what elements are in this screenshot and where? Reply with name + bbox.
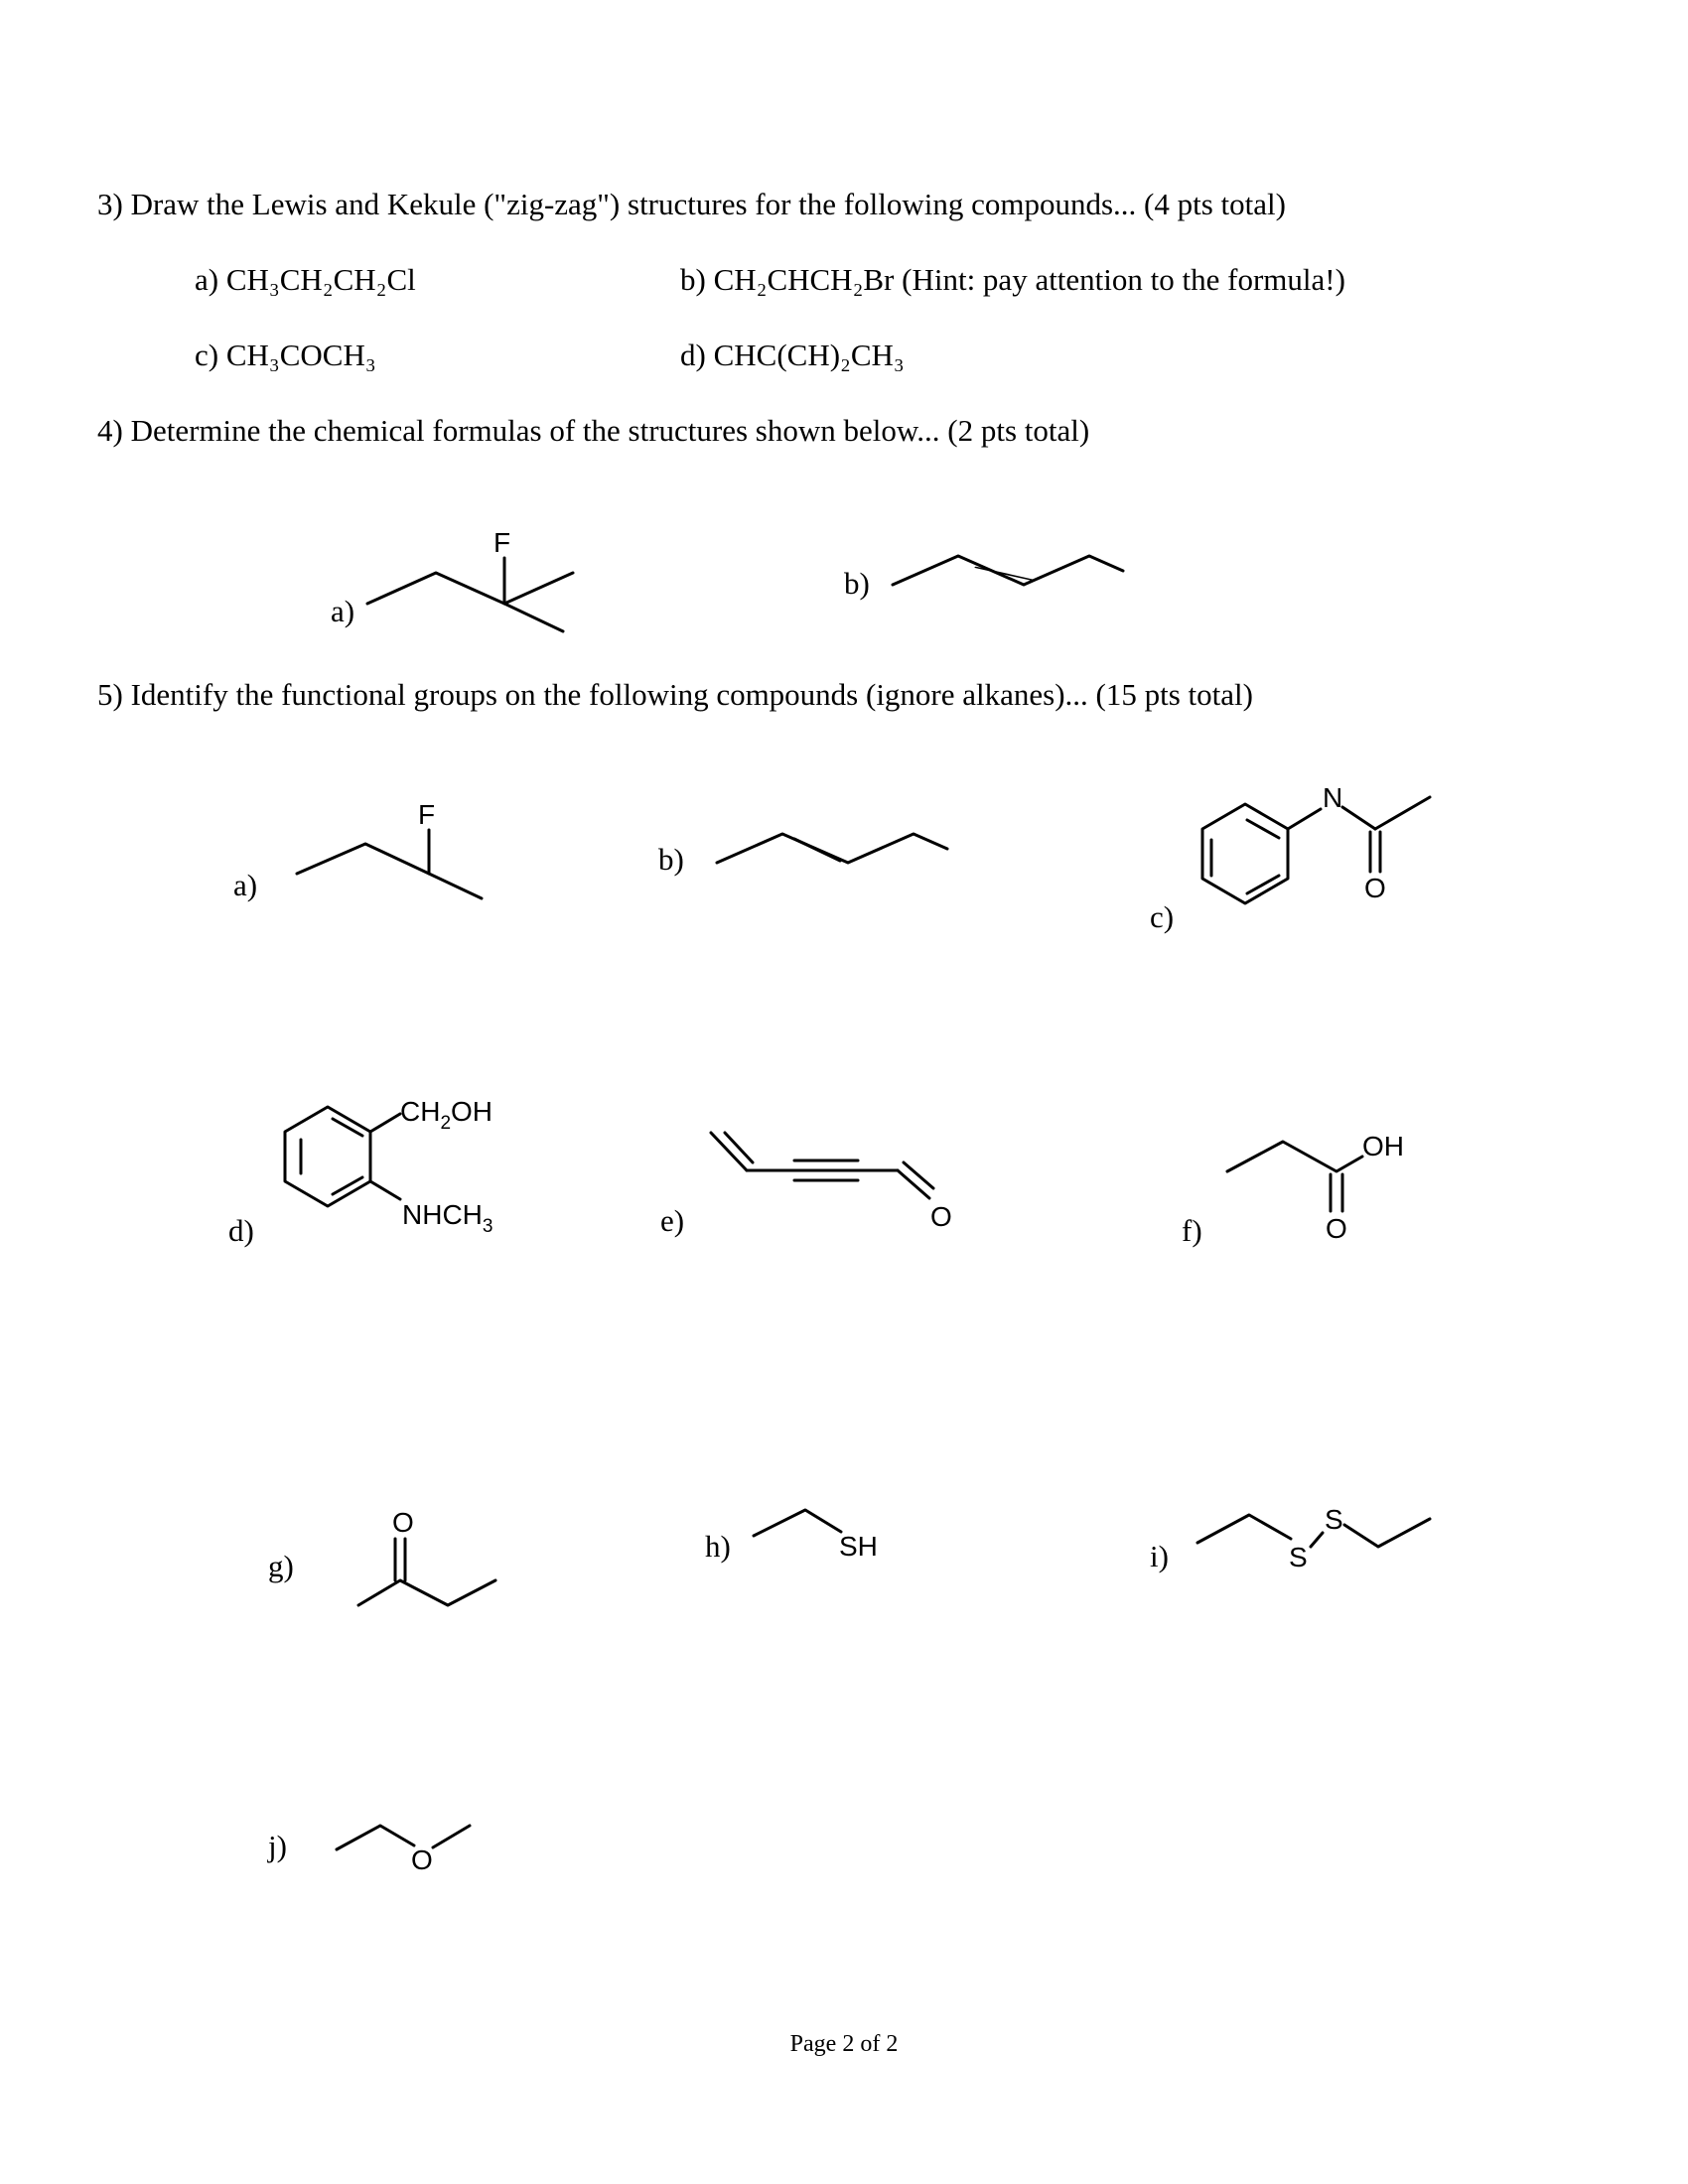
q5-structure-j <box>333 1812 492 1881</box>
q5-structure-f <box>1221 1120 1440 1244</box>
question-4: 4) Determine the chemical formulas of the structures shown below... (2 pts total) <box>97 413 1090 448</box>
q5-structure-b <box>713 829 951 879</box>
q4-structure-a <box>367 516 576 615</box>
q5-structure-c <box>1192 774 1450 903</box>
q5-structure-a <box>293 794 492 893</box>
question-3: 3) Draw the Lewis and Kekule ("zig-zag") structures for the following compounds... (4 pts total) <box>97 187 1286 221</box>
q3-item-d: d) CHC(CH)₂CH₃ <box>680 338 905 372</box>
q5-label-h: h) <box>705 1529 731 1564</box>
oxygen-atom: O <box>411 1844 433 1875</box>
q4-label-a: a) <box>331 594 355 628</box>
oxygen-atom: O <box>392 1507 414 1538</box>
q5-structure-g <box>352 1499 511 1618</box>
ch2oh-label: $CH_2OH$ <box>400 1096 493 1134</box>
oxygen-atom: O <box>1364 873 1386 903</box>
sulfur-atom: S <box>1325 1504 1343 1535</box>
thiol-label: SH <box>839 1531 878 1562</box>
q5-label-b: b) <box>658 842 684 877</box>
hydroxyl-label: OH <box>1362 1131 1404 1161</box>
q5-structure-i <box>1192 1499 1440 1572</box>
q5-label-a: a) <box>233 868 258 902</box>
nhch3-label: $NHCH_3$ <box>402 1199 493 1237</box>
q5-label-f: f) <box>1182 1213 1202 1248</box>
oxygen-atom: O <box>1326 1213 1347 1244</box>
page-footer: Page 2 of 2 <box>789 2031 899 2057</box>
fluorine-atom: F <box>418 799 436 830</box>
sulfur-atom: S <box>1289 1542 1308 1572</box>
q5-label-d: d) <box>228 1213 254 1248</box>
q5-label-e: e) <box>660 1203 685 1238</box>
q3-item-a: a) CH₃CH₂CH₂Cl <box>195 262 416 297</box>
q5-label-g: g) <box>268 1549 294 1583</box>
q5-label-c: c) <box>1150 899 1175 934</box>
oxygen-atom: O <box>930 1201 952 1232</box>
nitrogen-atom: N <box>1323 782 1343 813</box>
fluorine-atom: F <box>493 527 511 558</box>
q5-structure-e <box>707 1127 965 1232</box>
question-5: 5) Identify the functional groups on the following compounds (ignore alkanes)... (15 pts total) <box>97 677 1253 712</box>
q3-item-b: b) CH₂CHCH₂Br (Hint: pay attention to the formula!) <box>680 262 1345 297</box>
q4-structure-b <box>889 551 1127 601</box>
q5-label-i: i) <box>1150 1539 1169 1573</box>
q5-structure-d <box>273 1087 531 1236</box>
q3-item-c: c) CH₃COCH₃ <box>195 338 376 372</box>
q4-label-b: b) <box>844 566 870 601</box>
q5-structure-h <box>750 1504 899 1564</box>
q5-label-j: j) <box>268 1829 287 1863</box>
